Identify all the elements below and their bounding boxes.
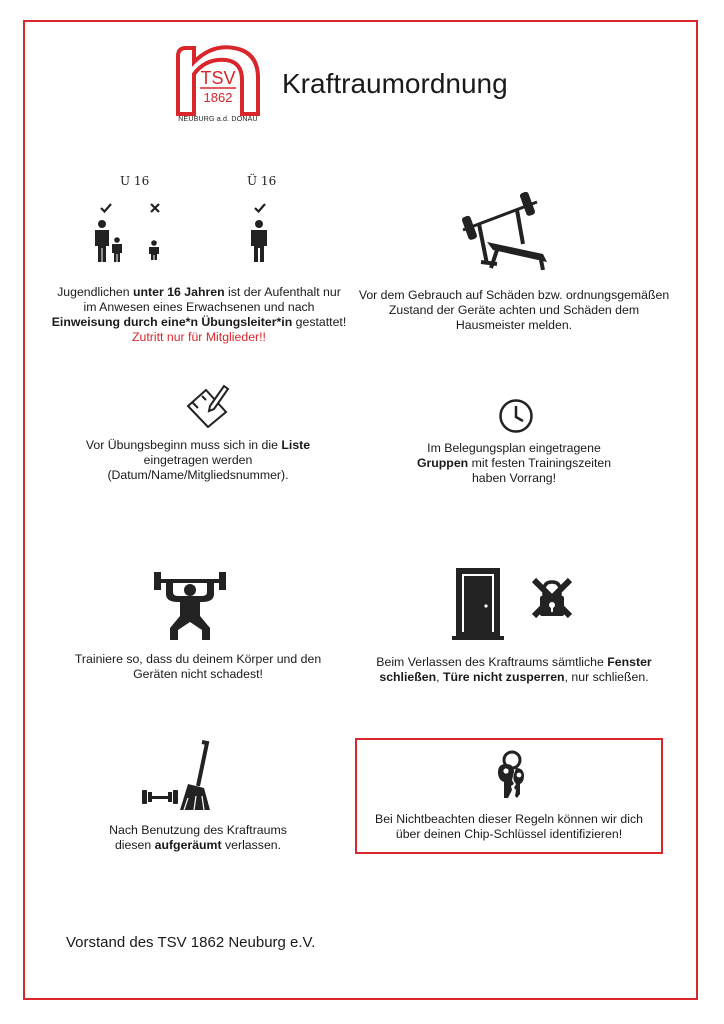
- schedule-rule-line-2: Gruppen mit festen Trainingszeiten: [416, 456, 612, 470]
- list-rule-line-1: Vor Übungsbeginn muss sich in die Liste: [85, 438, 311, 452]
- cross-icon: [149, 202, 161, 214]
- logo-year: 1862: [203, 90, 233, 105]
- chip-rule-line-1: Bei Nichtbeachten dieser Regeln können wir dich: [375, 812, 643, 826]
- leave-rule-line-2: schließen, Türe nicht zusperren, nur schließen.: [379, 670, 649, 684]
- clock-icon: [498, 398, 534, 434]
- train-rule-line-2: Geräten nicht schadest!: [133, 667, 263, 681]
- age-rule-line-2: im Anwesen eines Erwachsenen und nach: [83, 300, 315, 314]
- list-rule-line-3: (Datum/Name/Mitgliedsnummer).: [107, 468, 289, 482]
- members-only-notice: Zutritt nur für Mitglieder!!: [132, 330, 266, 344]
- logo-subtitle: NEUBURG a.d. DONAU: [178, 116, 258, 123]
- adult-with-child-icon: [92, 220, 126, 262]
- no-lock-icon: [530, 576, 574, 620]
- list-rule-line-2: eingetragen werden: [143, 453, 253, 467]
- tidy-rule-line-2: diesen aufgeräumt verlassen.: [114, 838, 282, 852]
- age-rule-text: [38, 285, 360, 345]
- board-signature: Vorstand des TSV 1862 Neuburg e.V.: [66, 934, 316, 951]
- u16-label: U 16: [120, 174, 150, 188]
- train-rule-text: [40, 652, 356, 682]
- adult-icon: [248, 220, 270, 262]
- schedule-rule-line-3: haben Vorrang!: [471, 471, 557, 485]
- keys-icon: [490, 750, 530, 800]
- check-icon: [100, 202, 112, 214]
- chip-rule-line-2: über deinen Chip-Schlüssel identifizieren!: [395, 827, 623, 841]
- clipboard-pen-icon: [186, 384, 230, 428]
- age-rule-line-1: Jugendlichen unter 16 Jahren ist der Aufenthalt nur: [57, 285, 341, 299]
- dumbbell-broom-icon: [140, 740, 212, 812]
- bench-rule-line-1: Vor dem Gebrauch auf Schäden bzw. ordnungsgemäßen: [358, 288, 670, 302]
- bench-rule-line-2: Zustand der Geräte achten und Schäden dem: [388, 303, 640, 317]
- bench-rule-line-3: Hausmeister melden.: [455, 318, 573, 332]
- age-rule-line-3: Einweisung durch eine*n Übungsleiter*in gestattet!: [51, 315, 347, 329]
- child-icon: [148, 240, 160, 260]
- bench-press-icon: [457, 192, 553, 270]
- train-rule-line-1: Trainiere so, dass du deinem Körper und den: [74, 652, 322, 666]
- schedule-rule-text: [352, 441, 676, 486]
- weightlifter-icon: [154, 570, 226, 640]
- tsv-logo-mark: [172, 44, 264, 116]
- check-icon: [254, 202, 266, 214]
- chip-rule-text: [357, 812, 661, 842]
- page-title: Kraftraumordnung: [282, 68, 508, 99]
- tidy-rule-line-1: Nach Benutzung des Kraftraums: [109, 823, 287, 837]
- logo-text: TSV: [200, 68, 236, 88]
- list-rule-text: [40, 438, 356, 483]
- o16-label: Ü 16: [247, 174, 277, 188]
- tsv-logo: [172, 44, 264, 128]
- tidy-rule-text: [40, 823, 356, 853]
- leave-rule-line-1: Beim Verlassen des Kraftraums sämtliche Fenster: [376, 655, 652, 669]
- leave-rule-text: [352, 655, 676, 685]
- bench-rule-text: [352, 288, 676, 333]
- door-icon: [452, 566, 504, 642]
- schedule-rule-line-1: Im Belegungsplan eingetragene: [427, 441, 601, 455]
